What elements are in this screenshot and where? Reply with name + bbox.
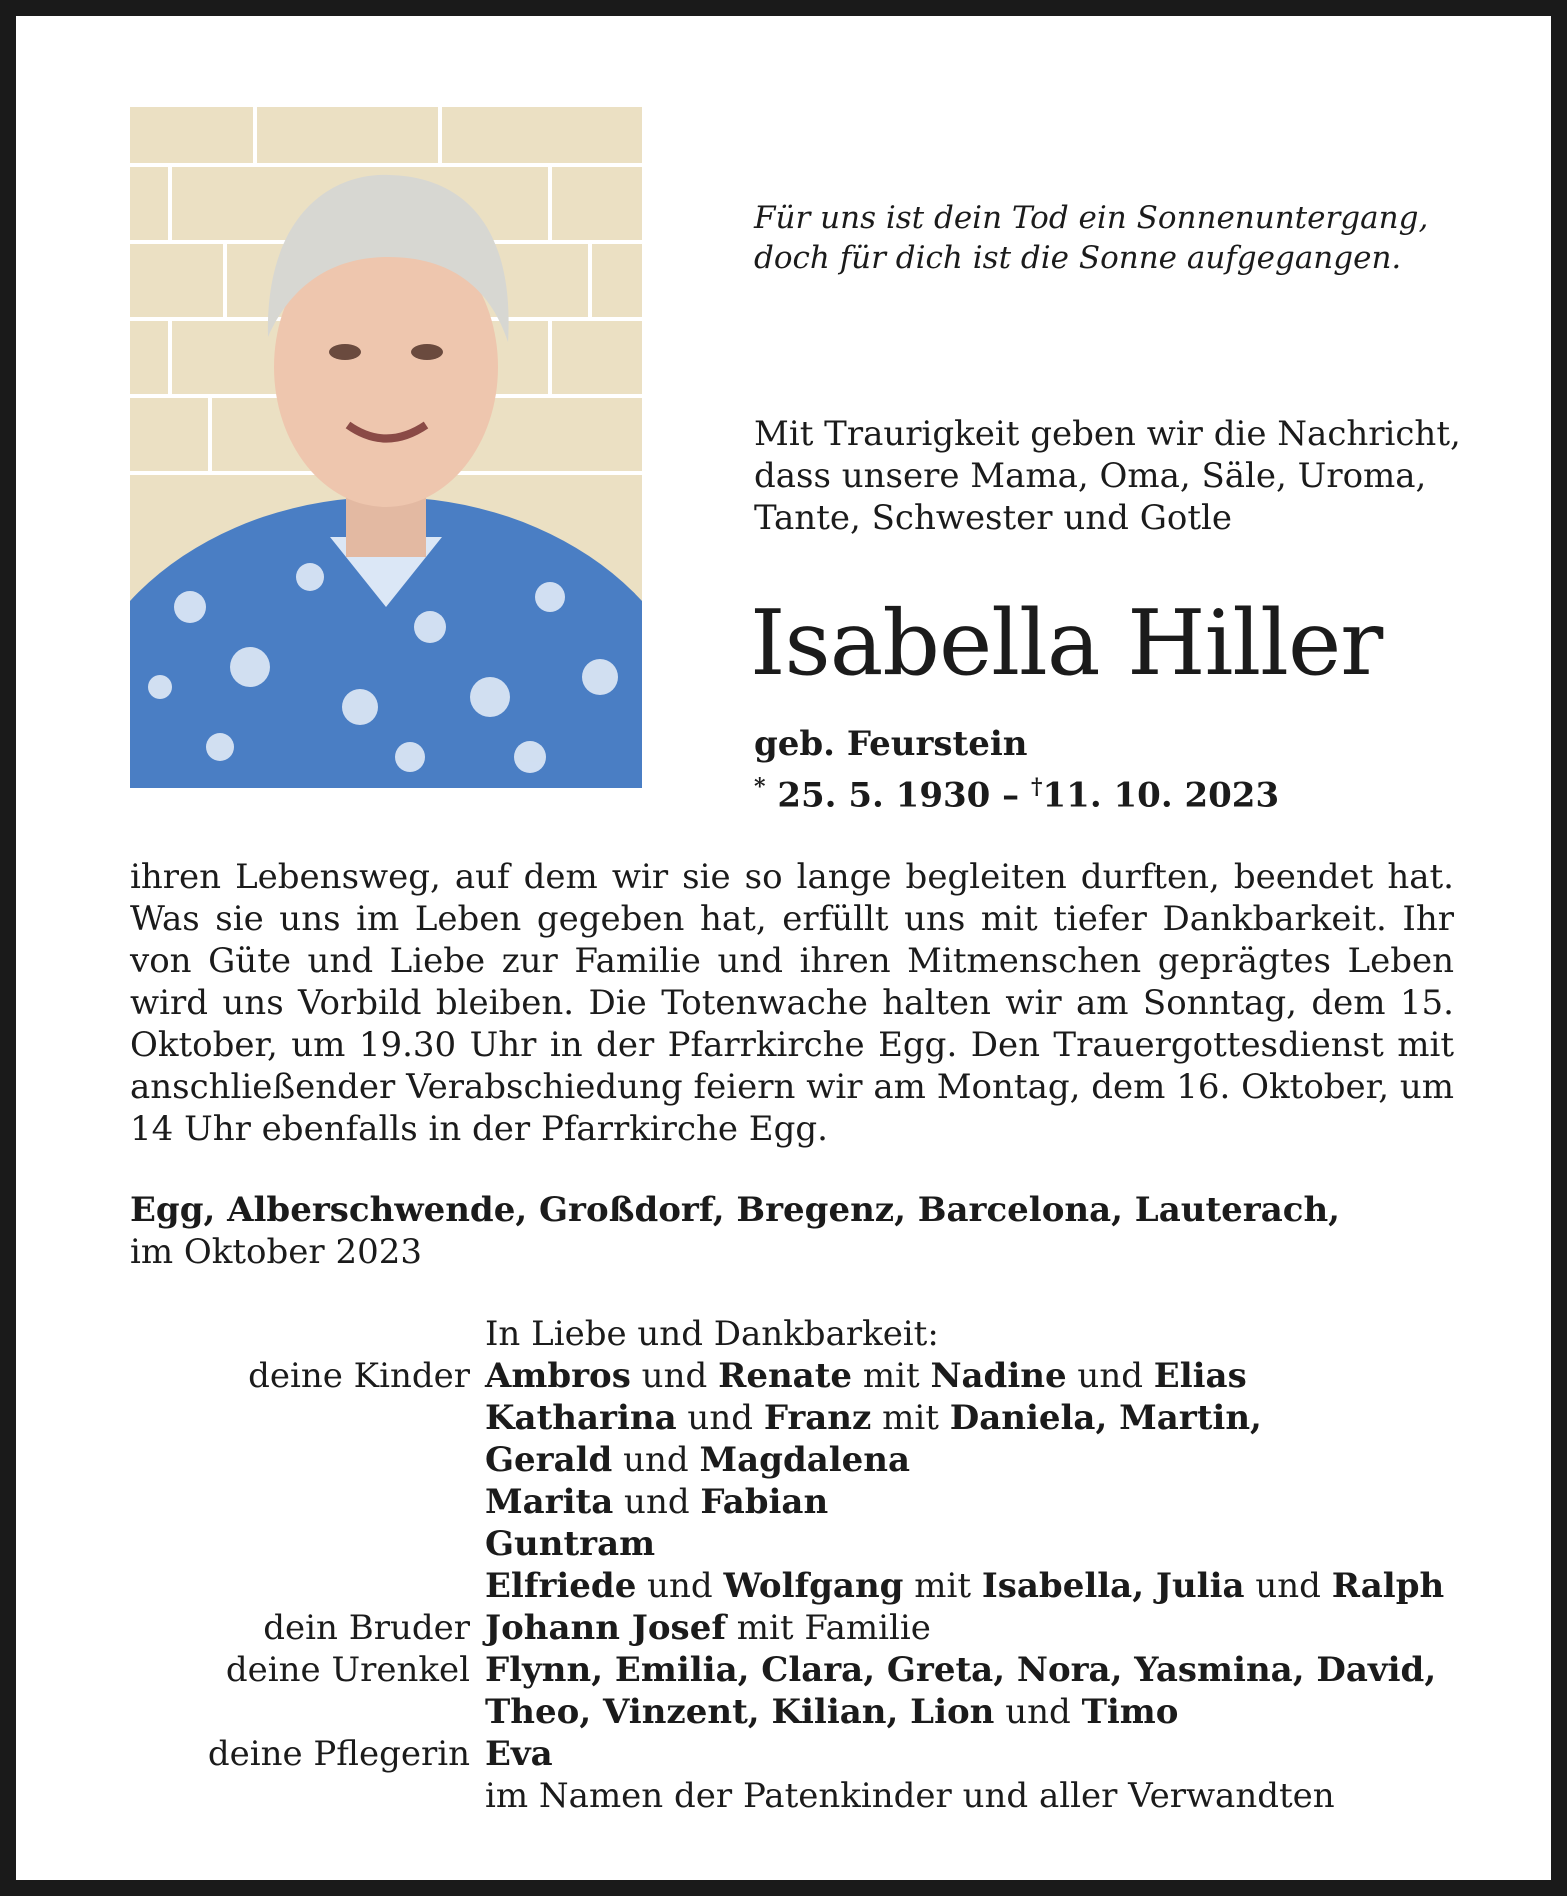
announcement-intro	[754, 413, 1494, 539]
portrait-photo	[130, 107, 642, 788]
mourner-line	[485, 1733, 553, 1775]
mourner-connector: und	[613, 1482, 701, 1522]
mourners-list	[16, 1313, 1551, 1817]
relation-label: deine Urenkel	[225, 1650, 470, 1690]
portrait-illustration	[130, 107, 642, 788]
mourner-line	[485, 1481, 828, 1523]
relation-label: deine Kinder	[248, 1356, 470, 1396]
mourner-name: Katharina	[485, 1398, 677, 1438]
mourner-line	[485, 1439, 910, 1481]
relation-label: dein Bruder	[263, 1608, 470, 1648]
deceased-name: Isabella Hiller	[750, 591, 1383, 696]
mourner-name: Gerald	[485, 1440, 613, 1480]
birth-date: 25. 5. 1930	[777, 775, 991, 816]
obituary-card	[16, 16, 1551, 1880]
mourner-name: Elias	[1153, 1356, 1247, 1396]
mourner-connector: mit	[871, 1398, 950, 1438]
mourner-name: Marita	[485, 1482, 614, 1522]
mourner-name: Daniela, Martin,	[949, 1398, 1262, 1438]
quote-line: doch für dich ist die Sonne aufgegangen.	[754, 240, 1402, 276]
mourner-name: Ralph	[1331, 1566, 1445, 1606]
mourner-connector: mit Familie	[725, 1608, 931, 1648]
obituary-body: ihren Lebensweg, auf dem wir sie so lange begleiten durften, beendet hat. Was sie uns im Leben gegeben hat, erfüllt uns mit tiefer Dankbarkeit. Ihr von Güte und Liebe zur Familie und ihren Mitmenschen geprägtes Leben wird uns Vorbild bleiben. Die Totenwache halten wir am Sonntag, dem 15. Oktober, um 19.30 Uhr in der Pfarrkirche Egg. Den Trauergottesdienst mit anschließender Verabschiedung feiern wir am Montag, dem 16. Oktober, um 14 Uhr ebenfalls in der Pfarrkirche Egg.	[130, 857, 1454, 1149]
mourner-line	[485, 1565, 1444, 1607]
mourner-connector: und	[994, 1692, 1082, 1732]
mourner-name: Timo	[1081, 1692, 1179, 1732]
relation-label: deine Pflegerin	[207, 1734, 470, 1774]
life-dates	[754, 766, 1279, 816]
quote-line: Für uns ist dein Tod ein Sonnenuntergang,	[754, 200, 1429, 236]
died-mark: †	[1031, 774, 1043, 800]
memorial-quote	[754, 198, 1474, 278]
mourner-name: Franz	[763, 1398, 872, 1438]
intro-line: Tante, Schwester und Gotle	[754, 498, 1233, 538]
intro-line: Mit Traurigkeit geben wir die Nachricht,	[754, 414, 1461, 454]
mourner-line	[485, 1607, 931, 1649]
mourner-name: Eva	[485, 1734, 553, 1774]
family-locations: Egg, Alberschwende, Großdorf, Bregenz, Barcelona, Lauterach,	[130, 1190, 1341, 1230]
mourner-line	[485, 1523, 655, 1565]
mourner-connector: und	[1244, 1566, 1332, 1606]
mourner-connector: mit	[852, 1356, 931, 1396]
mourner-line	[485, 1649, 1436, 1691]
mourner-connector: und	[676, 1398, 764, 1438]
birth-name: geb. Feurstein	[754, 724, 1028, 764]
mourner-name: Elfriede	[485, 1566, 637, 1606]
mourner-connector: im Namen der Patenkinder und aller Verwandten	[485, 1776, 1335, 1816]
intro-line: dass unsere Mama, Oma, Säle, Uroma,	[754, 456, 1427, 496]
death-date: 11. 10. 2023	[1042, 775, 1280, 816]
mourner-line	[485, 1775, 1335, 1817]
mourner-connector: und	[1066, 1356, 1154, 1396]
announcement-date: im Oktober 2023	[130, 1232, 423, 1272]
born-mark: *	[754, 774, 766, 800]
mourner-name: Guntram	[485, 1524, 656, 1564]
mourner-name: Renate	[718, 1356, 853, 1396]
mourner-line	[485, 1355, 1247, 1397]
mourner-name: Flynn, Emilia, Clara, Greta, Nora, Yasmina, David,	[485, 1650, 1437, 1690]
mourner-name: Wolfgang	[723, 1566, 904, 1606]
mourner-connector: und	[636, 1566, 724, 1606]
mourner-connector: und	[612, 1440, 700, 1480]
date-dash: –	[990, 775, 1031, 816]
mourner-name: Ambros	[485, 1356, 631, 1396]
mourner-connector: und	[630, 1356, 719, 1396]
mourner-connector: mit	[903, 1566, 982, 1606]
mourner-name: Fabian	[700, 1482, 829, 1522]
mourner-line	[485, 1397, 1262, 1439]
mourner-line	[485, 1691, 1178, 1733]
mourner-name: Nadine	[930, 1356, 1067, 1396]
mourner-name: Johann Josef	[485, 1608, 726, 1648]
mourner-name: Theo, Vinzent, Kilian, Lion	[485, 1692, 995, 1732]
mourner-name: Magdalena	[699, 1440, 911, 1480]
mourner-name: Isabella, Julia	[981, 1566, 1245, 1606]
mourners-heading: In Liebe und Dankbarkeit:	[485, 1314, 939, 1354]
